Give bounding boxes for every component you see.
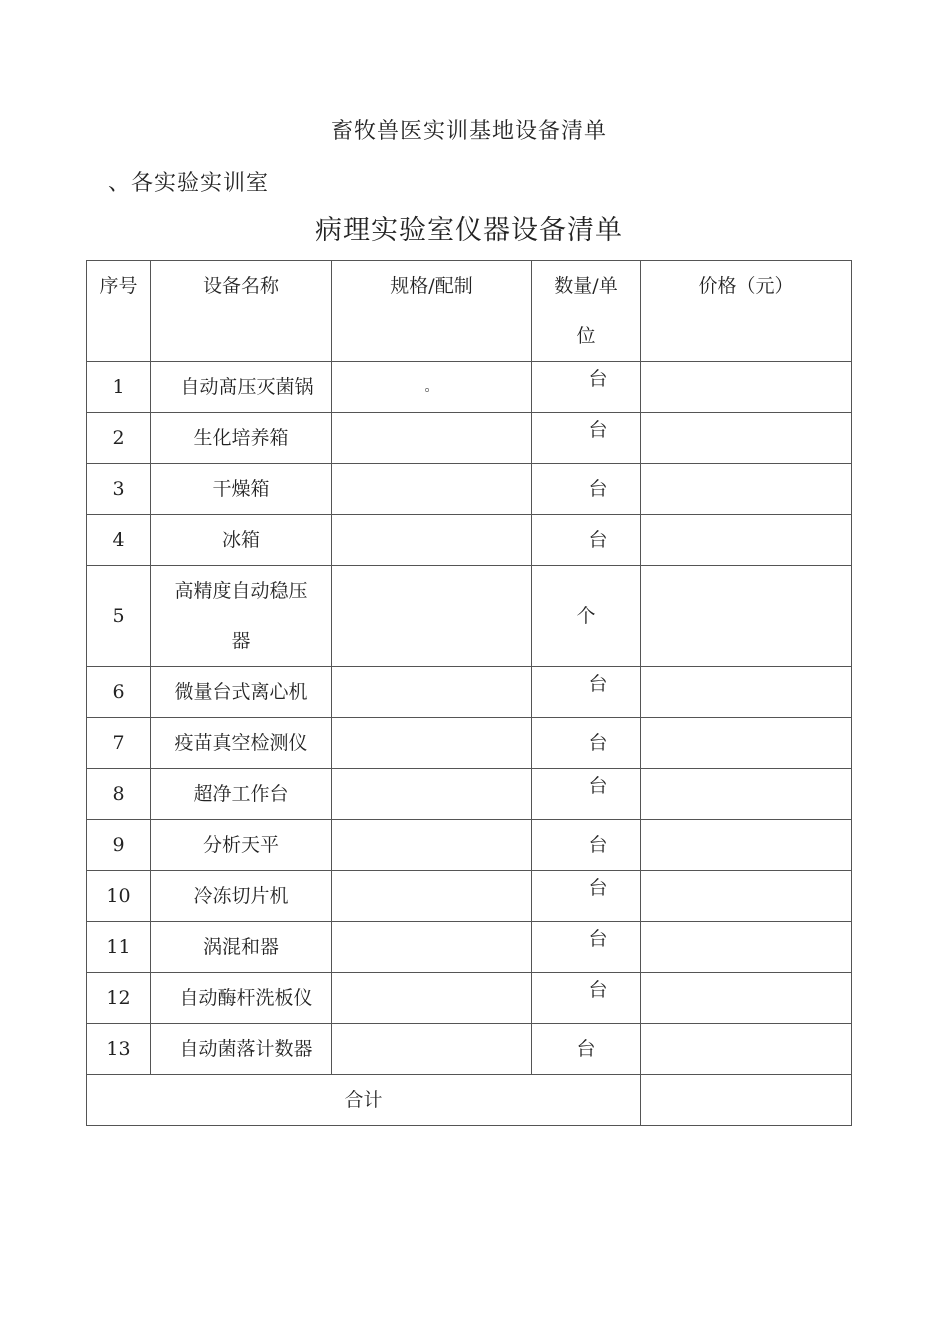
- row-spec: [332, 515, 532, 566]
- row-price: [641, 515, 852, 566]
- row-unit-text: 个: [576, 605, 596, 627]
- row-spec: [332, 769, 532, 820]
- row-spec: [332, 566, 532, 667]
- row-spec: [332, 667, 532, 718]
- row-index: 12: [87, 973, 151, 1024]
- row-name: 冰箱: [151, 515, 332, 566]
- row-name-line1: 高精度自动稳压: [174, 580, 308, 602]
- table-row: [87, 1024, 852, 1075]
- row-name: 超净工作台: [151, 769, 332, 820]
- row-index: 9: [87, 820, 151, 871]
- table-total-row: [87, 1075, 852, 1126]
- row-index: 10: [87, 871, 151, 922]
- row-name: 干燥箱: [151, 464, 332, 515]
- row-unit: [532, 718, 641, 769]
- row-unit: [532, 1024, 641, 1075]
- row-price: [641, 973, 852, 1024]
- row-name: 疫苗真空检测仪: [151, 718, 332, 769]
- row-spec: [332, 973, 532, 1024]
- row-price: [641, 718, 852, 769]
- table-row: [87, 515, 852, 566]
- row-unit: [532, 667, 641, 718]
- table-row: [87, 464, 852, 515]
- row-index: 6: [87, 667, 151, 718]
- row-price: [641, 566, 852, 667]
- row-unit-text: 台: [588, 529, 608, 551]
- row-spec: [332, 464, 532, 515]
- row-unit: [532, 820, 641, 871]
- table-row: [87, 973, 852, 1024]
- table-title: 病理实验室仪器设备清单: [315, 215, 623, 246]
- row-unit-text: 台: [588, 419, 608, 441]
- row-unit: [532, 566, 641, 667]
- table-row: [87, 566, 852, 667]
- row-unit-text: 台: [588, 368, 608, 390]
- header-qty-unit-line1: 数量/单: [554, 275, 618, 297]
- row-name: 分析天平: [151, 820, 332, 871]
- row-price: [641, 362, 852, 413]
- table-row: [87, 362, 852, 413]
- row-unit: [532, 769, 641, 820]
- row-price: [641, 667, 852, 718]
- table-row: [87, 871, 852, 922]
- row-unit-text: 台: [588, 775, 608, 797]
- document-title: 畜牧兽医实训基地设备清单: [330, 119, 607, 144]
- row-unit: [532, 922, 641, 973]
- row-price: [641, 820, 852, 871]
- row-spec: [332, 413, 532, 464]
- header-index: 序号: [87, 261, 151, 362]
- table-row: [87, 667, 852, 718]
- table-row: [87, 718, 852, 769]
- row-unit-text: 台: [588, 673, 608, 695]
- row-name: 生化培养箱: [151, 413, 332, 464]
- row-index: 4: [87, 515, 151, 566]
- row-spec: [332, 820, 532, 871]
- row-index: 1: [87, 362, 151, 413]
- row-unit-text: 台: [588, 478, 608, 500]
- row-unit-text: 台: [576, 1038, 596, 1060]
- row-index: 13: [87, 1024, 151, 1075]
- row-spec-mark: 。: [424, 379, 439, 395]
- row-unit: [532, 515, 641, 566]
- row-index: 11: [87, 922, 151, 973]
- row-index: 7: [87, 718, 151, 769]
- row-unit: [532, 464, 641, 515]
- total-value: [641, 1075, 852, 1126]
- table-header-row: [87, 261, 852, 362]
- row-name: 自动菌落计数器: [151, 1024, 332, 1075]
- row-unit-text: 台: [588, 834, 608, 856]
- equipment-table: [86, 260, 852, 1126]
- header-qty-unit: [532, 261, 641, 362]
- total-label: 合计: [87, 1075, 641, 1126]
- table-row: [87, 922, 852, 973]
- row-index: 3: [87, 464, 151, 515]
- row-price: [641, 871, 852, 922]
- row-index: 5: [87, 566, 151, 667]
- row-unit: [532, 413, 641, 464]
- row-name: 微量台式离心机: [151, 667, 332, 718]
- row-unit: [532, 362, 641, 413]
- row-index: 2: [87, 413, 151, 464]
- row-price: [641, 1024, 852, 1075]
- row-unit-text: 台: [588, 732, 608, 754]
- row-spec: [332, 718, 532, 769]
- row-name: 涡混和器: [151, 922, 332, 973]
- row-spec: [332, 922, 532, 973]
- row-unit-text: 台: [588, 928, 608, 950]
- row-index: 8: [87, 769, 151, 820]
- row-spec: [332, 362, 532, 413]
- row-name-line2: 器: [231, 630, 251, 652]
- table-row: [87, 769, 852, 820]
- row-unit: [532, 871, 641, 922]
- header-name: 设备名称: [151, 261, 332, 362]
- header-spec: 规格/配制: [332, 261, 532, 362]
- row-name: 自动髙压灭菌锅: [151, 362, 332, 413]
- table-row: [87, 413, 852, 464]
- row-price: [641, 769, 852, 820]
- row-price: [641, 922, 852, 973]
- row-unit: [532, 973, 641, 1024]
- row-price: [641, 413, 852, 464]
- row-name: 冷冻切片机: [151, 871, 332, 922]
- header-price: 价格（元）: [641, 261, 852, 362]
- row-spec: [332, 871, 532, 922]
- row-name: [151, 566, 332, 667]
- section-heading: 、各实验实训室: [108, 171, 270, 196]
- header-qty-unit-line2: 位: [576, 325, 596, 347]
- row-price: [641, 464, 852, 515]
- row-unit-text: 台: [588, 877, 608, 899]
- row-name: 自动酶杆洗板仪: [151, 973, 332, 1024]
- row-unit-text: 台: [588, 979, 608, 1001]
- row-spec: [332, 1024, 532, 1075]
- table-row: [87, 820, 852, 871]
